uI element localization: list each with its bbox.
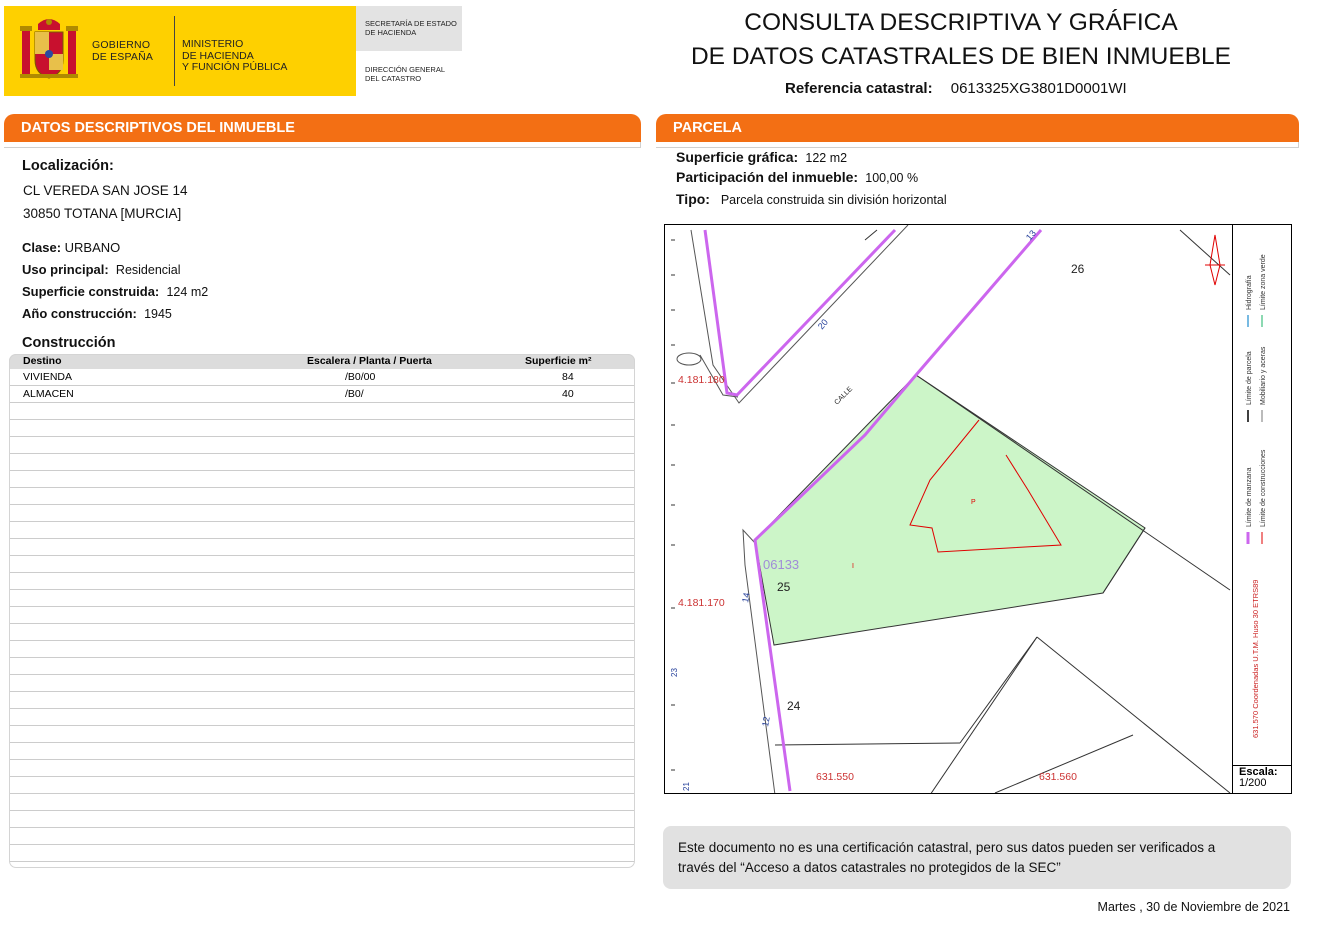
empty-table-row (9, 488, 635, 505)
note-line-1: Este documento no es una certificación catastral, pero sus datos pueden ser verificados a (678, 840, 1216, 855)
empty-table-row (9, 590, 635, 607)
cell-destino: ALMACEN (23, 388, 74, 400)
construction-p-label: P (971, 499, 976, 506)
block-line (960, 637, 1037, 743)
right-panel-edge (656, 142, 1299, 148)
empty-table-row (9, 403, 635, 420)
empty-table-row (9, 505, 635, 522)
street-number-14: 14 (740, 591, 752, 604)
address-line-1: CL VEREDA SAN JOSE 14 (23, 183, 188, 198)
block-line (865, 230, 877, 240)
block-line (775, 743, 960, 745)
clase-label: Clase: (22, 240, 62, 255)
participacion-row (676, 169, 918, 185)
empty-table-row (9, 539, 635, 556)
empty-table-row (9, 794, 635, 811)
reference-line (785, 80, 1127, 97)
ministry-name: MINISTERIO DE HACIENDA Y FUNCIÓN PÚBLICA (182, 38, 288, 73)
header-superficie: Superficie m² (525, 355, 592, 367)
table-header (9, 354, 635, 369)
sup-grafica-label: Superficie gráfica: (676, 149, 799, 165)
government-name: GOBIERNO DE ESPAÑA (92, 39, 154, 63)
uso-value: Residencial (115, 263, 181, 277)
cell-destino: VIVIENDA (23, 371, 73, 383)
construction-table (9, 354, 635, 862)
document-date: Martes , 30 de Noviembre de 2021 (1097, 900, 1290, 914)
anio-label: Año construcción: (22, 306, 137, 321)
empty-table-row (9, 624, 635, 641)
sup-grafica-row (676, 149, 847, 165)
table-row (9, 386, 635, 403)
block-line (930, 637, 1037, 794)
block-line (1180, 230, 1230, 275)
legend-hidrografia: Hidrografía (1246, 275, 1253, 310)
street-number-12: 12 (760, 715, 772, 728)
scale-value: 1/200 (1239, 777, 1267, 789)
map-drawing (665, 225, 1292, 794)
map-legend (1232, 225, 1290, 765)
empty-table-row (9, 675, 635, 692)
coord-y-bottom: 4.181.170 (678, 597, 725, 609)
parcel-number-25: 25 (777, 580, 791, 594)
scale-label: Escala: (1239, 766, 1278, 778)
legend-limite-construcciones: Límite de construcciones (1260, 449, 1267, 527)
reference-value: 0613325XG3801D0001WI (950, 80, 1127, 97)
coord-x-left: 631.550 (816, 771, 854, 783)
empty-table-row (9, 556, 635, 573)
parcel-id-label: 06133 (763, 557, 800, 572)
localizacion-label: Localización: (22, 158, 114, 174)
street-number-23: 23 (670, 668, 679, 677)
legend-limite-parcela: Límite de parcela (1246, 351, 1253, 405)
parcel-number-24: 24 (787, 699, 801, 713)
descriptive-header-part1: DATOS DESCRIPTIVOS DEL (21, 120, 220, 136)
title-line-1: CONSULTA DESCRIPTIVA Y GRÁFICA (744, 9, 1178, 36)
construccion-label: Construcción (22, 335, 116, 351)
empty-table-rows (9, 403, 635, 862)
uso-label: Uso principal: (22, 262, 109, 277)
tipo-row (676, 191, 947, 207)
parcela-header: PARCELA (656, 114, 1299, 142)
empty-table-row (9, 743, 635, 760)
clase-value: URBANO (64, 240, 121, 255)
secretaria-label: SECRETARÍA DE ESTADO DE HACIENDA (356, 6, 462, 51)
empty-table-row (9, 471, 635, 488)
legend-limite-manzana: Límite de manzana (1246, 467, 1253, 527)
calle-label: CALLE (833, 385, 855, 407)
street-number-21: 21 (682, 782, 691, 791)
empty-table-row (9, 709, 635, 726)
participacion-label: Participación del inmueble: (676, 169, 859, 185)
cell-superficie: 84 (562, 371, 574, 383)
coord-x-right: 631.560 (1039, 771, 1077, 783)
empty-table-row (9, 437, 635, 454)
parcel-shape (755, 375, 1145, 645)
street-number-20: 20 (815, 317, 830, 332)
government-logo-block (4, 6, 356, 96)
cell-escalera: /B0/ (345, 388, 364, 400)
table-row (9, 369, 635, 386)
empty-table-row (9, 607, 635, 624)
note-line-2: través del “Acceso a datos catastrales no protegidos de la SEC” (678, 860, 1061, 875)
descriptive-data-header (4, 114, 641, 142)
empty-table-row (9, 811, 635, 828)
document-title (660, 6, 1262, 74)
anio-row (22, 306, 172, 321)
map-ellipse (677, 353, 701, 365)
empty-table-row (9, 573, 635, 590)
cadastral-map[interactable] (664, 224, 1292, 794)
legend-drawing (1233, 225, 1291, 765)
empty-table-row (9, 760, 635, 777)
empty-table-row (9, 454, 635, 471)
sup-grafica-value: 122 m2 (805, 151, 848, 165)
parcel-number-26: 26 (1071, 262, 1085, 276)
tipo-label: Tipo: (676, 191, 710, 207)
disclaimer-note (663, 826, 1291, 889)
empty-table-row (9, 641, 635, 658)
coord-y-top: 4.181.180 (678, 374, 725, 386)
scale-box (1232, 765, 1291, 793)
block-line (1037, 637, 1230, 793)
tipo-value: Parcela construida sin división horizontal (720, 193, 947, 207)
clase-row (22, 240, 120, 255)
coat-of-arms-icon (18, 16, 80, 86)
legend-mobiliario: Mobiliario y aceras (1260, 346, 1267, 405)
superficie-value: 124 m2 (166, 285, 209, 299)
header-escalera: Escalera / Planta / Puerta (307, 355, 432, 367)
legend-coordinates: 631.570 Coordenadas U.T.M. Huso 30 ETRS89 (1251, 579, 1260, 738)
uso-row (22, 262, 181, 277)
left-panel-edge (4, 142, 641, 148)
construction-i-label: I (852, 563, 854, 570)
superficie-label: Superficie construida: (22, 284, 160, 299)
cell-escalera: /B0/00 (345, 371, 376, 383)
grid-ticks (671, 240, 675, 770)
empty-table-row (9, 828, 635, 845)
empty-table-row (9, 845, 635, 862)
anio-value: 1945 (144, 307, 172, 321)
direccion-label: DIRECCIÓN GENERAL DEL CATASTRO (365, 65, 446, 83)
title-line-2: DE DATOS CATASTRALES DE BIEN INMUEBLE (690, 43, 1232, 70)
empty-table-row (9, 658, 635, 675)
header-destino: Destino (23, 355, 62, 367)
cell-superficie: 40 (562, 388, 574, 400)
block-line (995, 735, 1133, 793)
street-number-13: 13 (1023, 228, 1038, 243)
empty-table-row (9, 726, 635, 743)
empty-table-row (9, 522, 635, 539)
reference-label: Referencia catastral: (785, 80, 933, 97)
empty-table-row (9, 692, 635, 709)
empty-table-row (9, 777, 635, 794)
empty-table-row (9, 420, 635, 437)
north-arrow-icon (1205, 235, 1225, 285)
superficie-row (22, 284, 208, 299)
manzana-limit (705, 230, 895, 395)
address-line-2: 30850 TOTANA [MURCIA] (23, 206, 182, 221)
logo-divider (174, 16, 175, 86)
participacion-value: 100,00 % (865, 171, 919, 185)
legend-zona-verde: Límite zona verde (1260, 254, 1267, 310)
descriptive-header-part2: INMUEBLE (219, 120, 295, 136)
